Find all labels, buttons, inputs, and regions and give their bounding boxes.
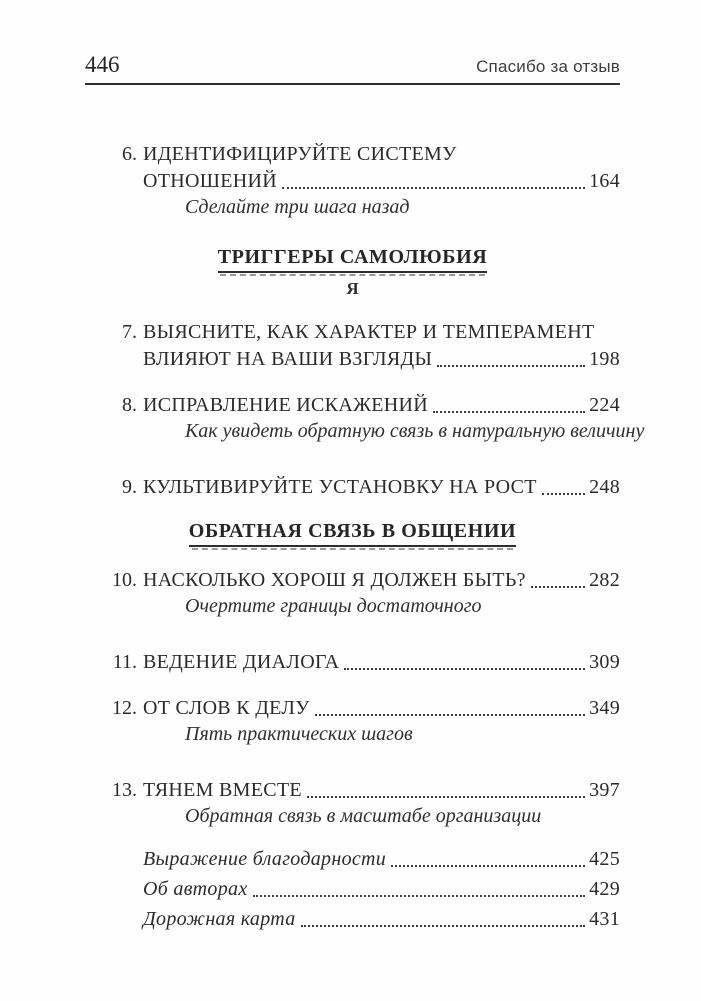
chapter-body [143,392,645,444]
section-heading-row [85,520,620,547]
page-ref: 309 [589,651,620,673]
toc-title-line [143,906,620,933]
table-of-contents [85,82,645,933]
chapter-body [143,695,620,747]
backmatter-entry [143,876,620,903]
toc-title-line [143,168,620,195]
toc-entry [85,695,620,747]
chapter-title-line: НАСКОЛЬКО ХОРОШ Я ДОЛЖЕН БЫТЬ? [143,569,526,591]
chapter-subtitle: Обратная связь в масштабе организации [185,805,542,827]
section-heading: ОБРАТНАЯ СВЯЗЬ В ОБЩЕНИИ [189,520,516,547]
chapter-title-line: ВЫЯСНИТЕ, КАК ХАРАКТЕР И ТЕМПЕРАМЕНТ [143,321,595,343]
chapter-body [143,777,620,829]
chapter-title-line: ВЛИЯЮТ НА ВАШИ ВЗГЛЯДЫ [143,348,433,370]
backmatter-title: Дорожная карта [143,908,296,930]
chapter-title-line: ОТНОШЕНИЙ [143,170,277,192]
section-heading-block [85,246,620,299]
toc-entry [85,319,620,373]
dot-leader [253,895,586,897]
section-heading-block [85,520,620,547]
dot-leader [315,714,585,716]
section-heading: ТРИГГЕРЫ САМОЛЮБИЯ [218,246,488,273]
toc-title-line [143,846,620,873]
dot-leader [542,493,585,495]
dot-leader [433,411,585,413]
chapter-number: 8. [122,394,137,416]
dot-leader [437,365,585,367]
backmatter-entry [143,846,620,873]
toc-title-line [143,346,620,373]
toc-entry [85,392,645,444]
toc-title-line [143,777,620,804]
toc-entry [85,474,620,501]
page-ref: 349 [589,697,620,719]
toc-entry [85,777,620,829]
toc-entry [85,141,620,220]
chapter-subtitle: Очертите границы достаточного [185,595,482,617]
chapter-number: 12. [112,697,137,719]
toc-title-line [143,649,620,676]
page-ref: 198 [589,348,620,370]
chapter-title-line: ИДЕНТИФИЦИРУЙТЕ СИСТЕМУ [143,143,457,165]
page-header [85,52,620,85]
section-heading-row [85,246,620,273]
chapter-subtitle: Сделайте три шага назад [185,196,410,218]
chapter-number: 6. [122,143,137,165]
section-subheading: Я [346,279,359,298]
dot-leader [282,187,585,189]
backmatter-title: Об авторах [143,878,248,900]
backmatter-entry [143,906,620,933]
page-ref: 164 [589,170,620,192]
chapter-body [143,649,620,676]
backmatter-title: Выражение благодарности [143,848,387,870]
chapter-body [143,567,620,619]
page-ref: 282 [589,569,620,591]
page-ref: 224 [589,394,620,416]
page-ref: 425 [589,848,620,870]
toc-title-line [143,392,620,419]
chapter-title-line: КУЛЬТИВИРУЙТЕ УСТАНОВКУ НА РОСТ [143,476,537,498]
folio-page-number: 446 [85,52,120,77]
chapter-title-line: ВЕДЕНИЕ ДИАЛОГА [143,651,340,673]
toc-entry [85,649,620,676]
chapter-body [143,319,620,373]
dot-leader [391,865,585,867]
dot-leader [307,796,585,798]
page-ref: 248 [589,476,620,498]
toc-title-line [143,474,620,501]
dot-leader [344,668,585,670]
chapter-number: 9. [122,476,137,498]
toc-entry [85,567,620,619]
chapter-title-line: ТЯНЕМ ВМЕСТЕ [143,779,302,801]
dot-leader [301,925,586,927]
page-ref: 397 [589,779,620,801]
chapter-title-line: ОТ СЛОВ К ДЕЛУ [143,697,310,719]
chapter-body [143,474,620,501]
dot-leader [531,586,585,588]
chapter-number: 11. [112,651,137,673]
page-ref: 431 [589,908,620,930]
chapter-number: 10. [112,569,137,591]
toc-title-line [143,876,620,903]
toc-title-line [143,695,620,722]
page-ref: 429 [589,878,620,900]
chapter-subtitle: Как увидеть обратную связь в натуральную величину [185,420,645,442]
chapter-title-line: ИСПРАВЛЕНИЕ ИСКАЖЕНИЙ [143,394,429,416]
chapter-subtitle: Пять практических шагов [185,723,413,745]
chapter-number: 13. [112,779,137,801]
chapter-body [143,141,620,220]
toc-title-line [143,567,620,594]
chapter-number: 7. [122,321,137,343]
running-title: Спасибо за отзыв [476,57,620,76]
